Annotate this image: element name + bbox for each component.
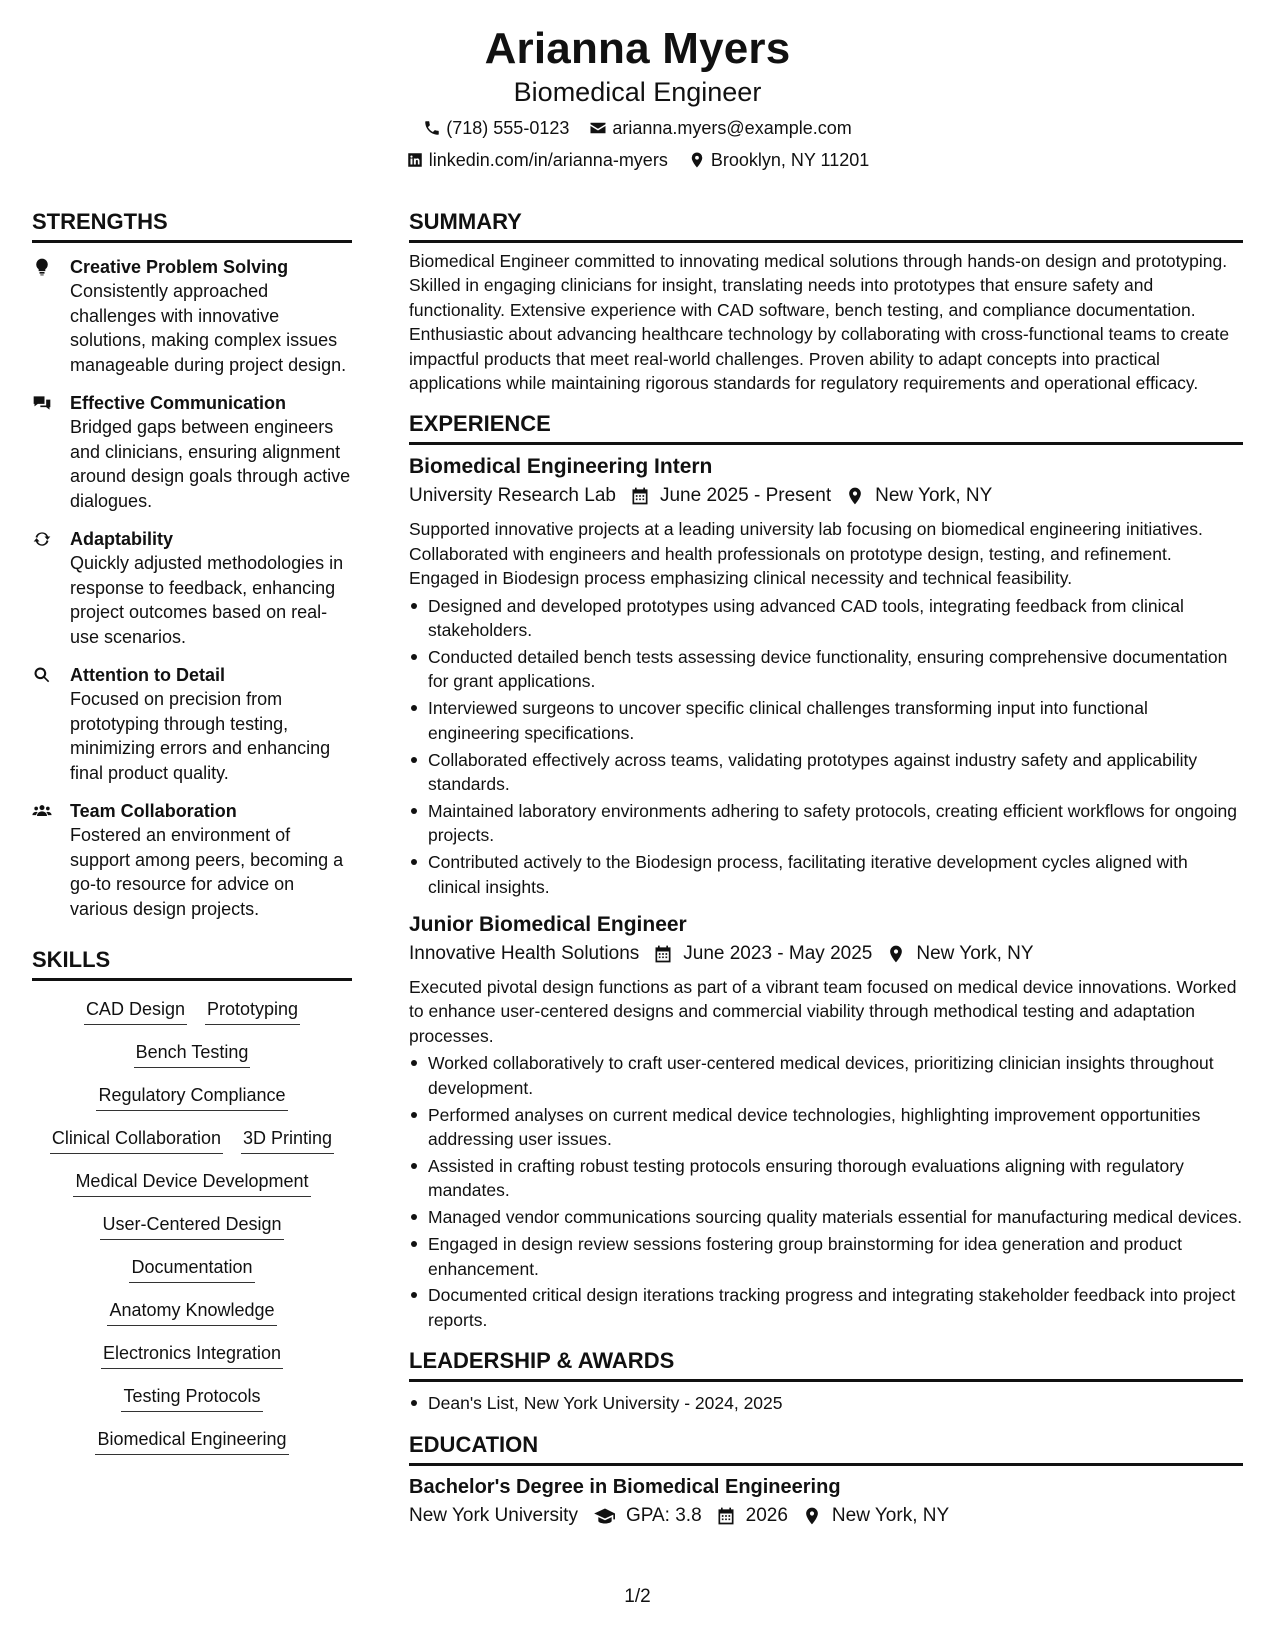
education-year: 2026 [745,1504,788,1526]
sync-icon [32,529,52,549]
strength-name: Attention to Detail [70,665,225,685]
strengths-heading: STRENGTHS [32,209,352,243]
strength-name: Adaptability [70,529,174,549]
strength-item [32,391,352,513]
search-icon [32,665,52,685]
job-bullets [409,1051,1243,1332]
bullet-item: Designed and developed prototypes using advanced CAD tools, integrating feedback from clinical stakeholders. [409,594,1243,643]
job-meta [409,941,1243,967]
calendar-icon [716,1506,736,1526]
education-meta [409,1503,1243,1529]
skill-tag: 3D Printing [241,1126,334,1154]
linkedin-text: linkedin.com/in/arianna-myers [428,150,668,170]
bullet-item: Interviewed surgeons to uncover specific clinical challenges transforming input into functional engineering specifications. [409,696,1243,745]
map-pin-icon [845,486,865,506]
job-entry [409,453,1243,899]
skill-tag: Clinical Collaboration [50,1126,223,1154]
resume-header [0,22,1275,171]
bullet-item: Documented critical design iterations tracking progress and integrating stakeholder feedback into project reports. [409,1283,1243,1332]
calendar-icon [653,944,673,964]
bullet-item: Assisted in crafting robust testing protocols ensuring thorough evaluations aligning with regulatory mandates. [409,1154,1243,1203]
strength-description: Bridged gaps between engineers and clinicians, ensuring alignment around design goals through active dialogues. [70,417,351,511]
bullet-item: Managed vendor communications sourcing quality materials essential for manufacturing medical devices. [409,1205,1243,1229]
envelope-icon [589,119,607,137]
education-heading: EDUCATION [409,1432,1243,1466]
strength-description: Focused on precision from prototyping through testing, minimizing errors and enhancing final product quality. [70,689,331,783]
calendar-icon [630,486,650,506]
bullet-item: Collaborated effectively across teams, validating prototypes against industry safety and applicability standards. [409,748,1243,797]
skill-tag: Testing Protocols [121,1384,262,1412]
bullet-item: Conducted detailed bench tests assessing device functionality, ensuring comprehensive documentation for grant applications. [409,645,1243,694]
candidate-title: Biomedical Engineer [513,77,762,107]
bullet-item: Maintained laboratory environments adhering to safety protocols, creating efficient workflows for ongoing projects. [409,799,1243,848]
strength-description: Consistently approached challenges with innovative solutions, making complex issues manageable during project design. [70,281,347,375]
graduation-cap-icon [592,1506,618,1526]
skill-tag: Documentation [129,1255,254,1283]
skill-tag: Biomedical Engineering [95,1427,288,1455]
strength-description: Fostered an environment of support among peers, becoming a go-to resource for advice on various design projects. [70,825,344,919]
strength-item [32,255,352,377]
job-dates: June 2025 - Present [659,485,832,507]
phone-icon [423,119,441,137]
strength-name: Effective Communication [70,393,287,413]
skills-list [32,997,352,1455]
skill-tag: CAD Design [84,997,187,1025]
award-item: Dean's List, New York University - 2024, 2025 [409,1391,1243,1415]
contact-row-1 [0,117,1275,139]
education-location: New York, NY [831,1504,950,1526]
skill-tag: Electronics Integration [101,1341,283,1369]
awards-heading: LEADERSHIP & AWARDS [409,1348,1243,1382]
strength-name: Creative Problem Solving [70,257,289,277]
location-text: Brooklyn, NY 11201 [710,150,870,170]
comments-icon [32,393,52,413]
education-school: New York University [409,1504,578,1526]
job-dates: June 2023 - May 2025 [683,943,873,965]
candidate-name: Arianna Myers [484,24,791,73]
strength-item [32,663,352,785]
job-description: Executed pivotal design functions as part of a vibrant team focused on medical device innovations. Worked to enhance user-centered designs and commercial viability through methodical testing and adaptation processes. [409,977,1237,1046]
bullet-item: Contributed actively to the Biodesign process, facilitating iterative development cycles aligned with clinical insights. [409,850,1243,899]
strength-item [32,799,352,921]
skill-tag: Anatomy Knowledge [107,1298,276,1326]
skill-tag: Regulatory Compliance [96,1083,287,1111]
contact-location [688,149,869,171]
email-text: arianna.myers@example.com [612,118,852,138]
bullet-item: Worked collaboratively to craft user-centered medical devices, prioritizing clinician insights throughout development. [409,1051,1243,1100]
education-gpa: GPA: 3.8 [625,1504,702,1526]
job-company: University Research Lab [409,485,616,507]
job-title: Junior Biomedical Engineer [409,913,687,937]
phone-text: (718) 555-0123 [446,118,570,138]
map-pin-icon [688,151,706,169]
strength-description: Quickly adjusted methodologies in response to feedback, enhancing project outcomes based on real-use scenarios. [70,553,344,647]
skills-heading: SKILLS [32,947,352,981]
bullet-item: Engaged in design review sessions fostering group brainstorming for idea generation and product enhancement. [409,1232,1243,1281]
strength-name: Team Collaboration [70,801,237,821]
job-entry [409,911,1243,1332]
skill-tag: User-Centered Design [100,1212,283,1240]
education-entry [409,1474,1243,1529]
map-pin-icon [802,1506,822,1526]
skill-tag: Prototyping [205,997,300,1025]
contact-linkedin[interactable] [406,149,668,171]
job-meta [409,483,1243,509]
right-column [409,209,1243,1529]
strength-item [32,527,352,649]
strengths-list [32,255,352,921]
lightbulb-icon [32,257,52,277]
skill-tag: Medical Device Development [73,1169,310,1197]
contact-row-2 [0,149,1275,171]
job-title: Biomedical Engineering Intern [409,455,713,479]
linkedin-icon [406,151,424,169]
job-company: Innovative Health Solutions [409,943,640,965]
users-icon [32,801,52,821]
education-degree: Bachelor's Degree in Biomedical Engineering [409,1475,841,1498]
job-bullets [409,594,1243,899]
contact-phone[interactable] [423,117,569,139]
experience-heading: EXPERIENCE [409,411,1243,445]
bullet-item: Performed analyses on current medical device technologies, highlighting improvement opportunities addressing user issues. [409,1103,1243,1152]
page-number: 1/2 [624,1586,651,1607]
map-pin-icon [886,944,906,964]
job-description: Supported innovative projects at a leading university lab focusing on biomedical engineering initiatives. Collaborated with engineers and health professionals on prototype design, testing, and refinement. Engaged in Biodesign process emphasizing clinical necessity and technical feasibility. [409,519,1203,589]
summary-heading: SUMMARY [409,209,1243,243]
job-location: New York, NY [916,943,1034,965]
skill-tag: Bench Testing [134,1040,251,1068]
summary-text: Biomedical Engineer committed to innovating medical solutions through hands-on design and prototyping. Skilled in engaging clinicians for insight, translating needs into prototypes that ensure safety and functionality. Extensive experience with CAD software, bench testing, and compliance documentation. Enthusiastic about advancing healthcare technology by collaborating with cross-functional teams to create impactful products that meet real-world challenges. Proven ability to adapt concepts into practical applications while maintaining rigorous standards for regulatory requirements and operational efficacy. [409,251,1230,394]
contact-email[interactable] [589,117,851,139]
left-column [32,209,352,1455]
job-location: New York, NY [875,485,993,507]
awards-list [409,1391,1243,1415]
